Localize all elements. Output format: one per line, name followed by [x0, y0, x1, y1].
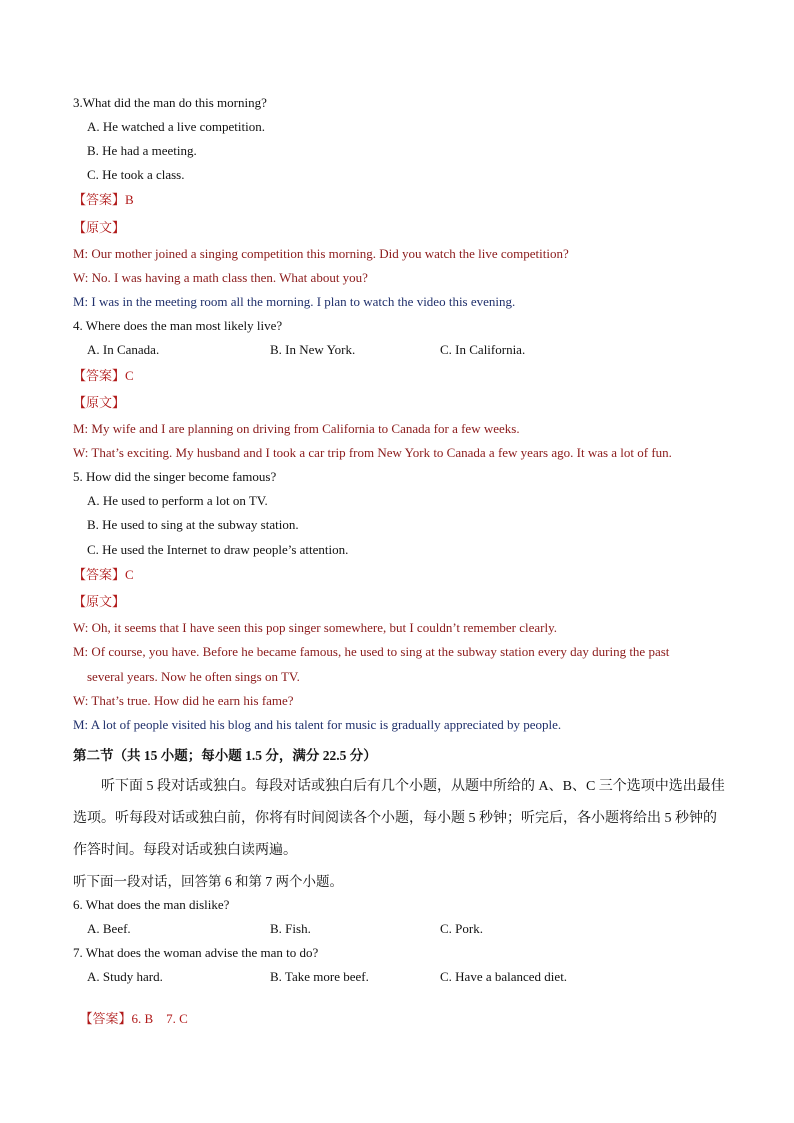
q6-option-a: A. Beef. [87, 921, 131, 936]
q5-script-line-3: several years. Now he often sings on TV. [87, 669, 300, 684]
q67-answer [73, 995, 188, 1027]
q5-script-line-5: M: A lot of people visited his blog and his talent for music is gradually appreciated by people. [73, 717, 562, 732]
q7-option-b: B. Take more beef. [270, 969, 369, 984]
q6-option-c: C. Pork. [440, 921, 483, 936]
q5-script-line-4: W: That’s true. How did he earn his fame? [73, 693, 294, 708]
q3-script-line-3: M: I was in the meeting room all the morning. I plan to watch the video this evening. [73, 294, 516, 309]
q5-script-line-1: W: Oh, it seems that I have seen this pop singer somewhere, but I couldn’t remember clearly. [73, 620, 557, 635]
q3-answer [73, 192, 134, 208]
section2-listen-note: 听下面一段对话，回答第 6 和第 7 两个小题。 [73, 874, 343, 889]
q4-script-line-2: W: That’s exciting. My husband and I took a car trip from New York to Canada a few years ago. It was a lot of fun. [73, 445, 672, 460]
q3-option-c: C. He took a class. [87, 167, 185, 182]
q5-script-line-2: M: Of course, you have. Before he became famous, he used to sing at the subway station every day during the past [73, 644, 670, 659]
q3-option-a: A. He watched a live competition. [87, 119, 265, 134]
q3-script-line-1: M: Our mother joined a singing competition this morning. Did you watch the live competition? [73, 246, 569, 261]
answer-value: C [125, 368, 134, 383]
answer-value: C [125, 567, 134, 582]
answer-value: 6. B 7. C [131, 1011, 188, 1026]
q4-script-label: 【原文】 [73, 395, 126, 410]
q6-option-b: B. Fish. [270, 921, 311, 936]
q4-option-c: C. In California. [440, 342, 526, 357]
section2-instructions-3: 作答时间。每段对话或独白读两遍。 [73, 843, 297, 858]
answer-label: 【答案】 [79, 1011, 132, 1026]
section2-heading: 第二节（共 15 小题；每小题 1.5 分，满分 22.5 分） [73, 748, 377, 763]
q5-question: 5. How did the singer become famous? [73, 469, 277, 484]
answer-label: 【答案】 [73, 368, 126, 383]
q5-option-c: C. He used the Internet to draw people’s attention. [87, 542, 349, 557]
q4-answer [73, 368, 134, 384]
q3-option-b: B. He had a meeting. [87, 143, 197, 158]
q4-question: 4. Where does the man most likely live? [73, 318, 283, 333]
q5-answer [73, 567, 134, 583]
answer-value: B [125, 192, 134, 207]
q4-script-line-1: M: My wife and I are planning on driving from California to Canada for a few weeks. [73, 421, 520, 436]
section2-instructions-2: 选项。听每段对话或独白前，你将有时间阅读各个小题，每小题 5 秒钟；听完后，各小题将给出 5 秒钟的 [73, 811, 717, 826]
q7-question: 7. What does the woman advise the man to do? [73, 945, 319, 960]
q3-script-label: 【原文】 [73, 220, 126, 235]
q5-script-label: 【原文】 [73, 594, 126, 609]
section2-instructions-1: 听下面 5 段对话或独白。每段对话或独白后有几个小题，从题中所给的 A、B、C 三个选项中选出最佳 [101, 779, 725, 794]
q7-option-a: A. Study hard. [87, 969, 163, 984]
q4-option-b: B. In New York. [270, 342, 356, 357]
answer-label: 【答案】 [73, 567, 126, 582]
q5-option-a: A. He used to perform a lot on TV. [87, 493, 268, 508]
q6-question: 6. What does the man dislike? [73, 897, 230, 912]
answer-label: 【答案】 [73, 192, 126, 207]
q3-script-line-2: W: No. I was having a math class then. What about you? [73, 270, 368, 285]
q5-option-b: B. He used to sing at the subway station. [87, 517, 299, 532]
q7-option-c: C. Have a balanced diet. [440, 969, 568, 984]
q3-question: 3.What did the man do this morning? [73, 95, 267, 110]
q4-option-a: A. In Canada. [87, 342, 160, 357]
